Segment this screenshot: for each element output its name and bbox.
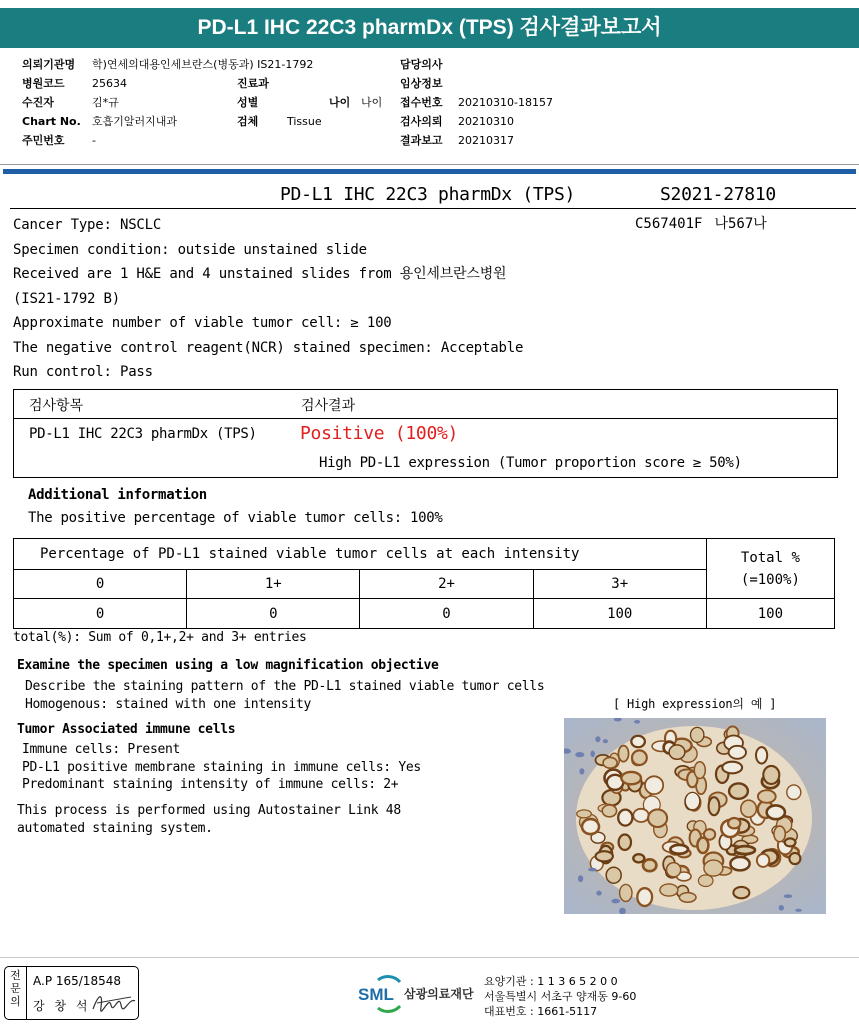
stroma-nucleus (784, 894, 793, 898)
process-line: This process is performed using Autostainer Link 48 (17, 803, 401, 818)
stained-cell (767, 805, 785, 819)
stroma-nucleus (603, 739, 608, 743)
stroma-nucleus (634, 720, 640, 724)
meta-row (400, 74, 553, 93)
meta-row (237, 93, 382, 112)
meta-value: 김*규 (92, 96, 119, 109)
stained-cell (620, 884, 632, 901)
intensity-cell: 2+ (360, 570, 533, 599)
info-line: Specimen condition: outside unstained slide (13, 241, 367, 258)
meta-value: 20210310 (458, 115, 514, 128)
meta-row (237, 112, 382, 131)
stained-cell (709, 797, 720, 815)
tai-line: PD-L1 positive membrane staining in immune cells: Yes (22, 759, 421, 775)
result-box (13, 389, 838, 478)
stained-cell (660, 884, 678, 896)
stroma-nucleus (795, 909, 802, 912)
report-number: S2021-27810 (660, 184, 776, 205)
meta-label: 검체 (237, 115, 259, 128)
process-text (17, 802, 401, 837)
organization-info (484, 974, 636, 1019)
percentage-table (13, 538, 835, 629)
meta-label: 성별 (237, 96, 259, 109)
meta-label: 접수번호 (400, 96, 443, 109)
org-line: 서울특별시 서초구 양재동 9-60 (484, 990, 637, 1003)
meta-label: 담당의사 (400, 58, 443, 71)
stained-cell (670, 845, 688, 854)
meta-label: 주민번호 (22, 134, 65, 147)
meta-label: 임상정보 (400, 77, 443, 90)
info-line: Cancer Type: NSCLC (13, 217, 162, 233)
header-blue-rule (3, 169, 856, 174)
examine-line: Describe the staining pattern of the PD-L1 stained viable tumor cells (25, 679, 545, 694)
org-line: 대표번호 : 1661-5117 (484, 1005, 598, 1018)
meta-label: Chart No. (22, 115, 81, 128)
stained-cell (632, 750, 647, 765)
stained-cell (643, 859, 656, 871)
side-code: C567401F (635, 216, 703, 232)
stained-cell (618, 746, 628, 762)
info-line: Received are 1 H&E and 4 unstained slides from 용인세브란스병원 (13, 266, 507, 282)
stained-cell (619, 835, 631, 850)
test-title: PD-L1 IHC 22C3 pharmDx (TPS) (280, 184, 576, 205)
info-line: Run control: Pass (13, 364, 153, 380)
stained-cell (785, 838, 796, 846)
total-header: Total % (=100%) (706, 539, 834, 599)
total-note: total(%): Sum of 0,1+,2+ and 3+ entries (13, 630, 307, 645)
stained-cell (645, 776, 663, 794)
stained-cell (621, 772, 641, 784)
stained-cell (667, 863, 681, 877)
stroma-nucleus (575, 752, 584, 757)
tai-lines (22, 741, 421, 794)
table-row (14, 599, 835, 629)
stroma-nucleus (578, 875, 583, 882)
tai-line: Predominant staining intensity of immune cells: 2+ (22, 777, 399, 792)
result-col-header: 검사항목 (29, 398, 84, 414)
result-test-name: PD-L1 IHC 22C3 pharmDx (TPS) (29, 426, 257, 442)
meta-label: 병원코드 (22, 77, 65, 90)
side-code: 나567나 (714, 216, 767, 232)
meta-row (22, 131, 313, 150)
meta-value: Tissue (287, 115, 322, 128)
stained-cell (729, 746, 746, 759)
stained-cell (633, 809, 648, 822)
process-line: automated staining system. (17, 820, 213, 836)
header-divider (0, 164, 859, 165)
stained-cell (730, 857, 749, 870)
meta-row-empty (237, 55, 382, 74)
stained-cell (722, 762, 742, 774)
footer-divider (0, 957, 859, 958)
meta-row (237, 74, 382, 93)
tai-line: Immune cells: Present (22, 742, 181, 757)
stained-cell (698, 875, 713, 887)
value-cell: 0 (14, 599, 187, 629)
stroma-nucleus (588, 868, 597, 872)
meta-label: 검사의뢰 (400, 115, 443, 128)
examine-lines (25, 678, 544, 713)
side-char: 문 (10, 982, 21, 995)
svg-text:SML: SML (358, 985, 394, 1004)
info-line: (IS21-1792 B) (13, 290, 120, 307)
signature-name: 강 창 석 (33, 999, 91, 1013)
stained-cell (763, 766, 779, 784)
result-expression: High PD-L1 expression (Tumor proportion score ≥ 50%) (319, 455, 742, 471)
stained-cell (577, 810, 592, 818)
meta-value: - (92, 134, 96, 147)
stained-cell (789, 853, 800, 864)
additional-text: The positive percentage of viable tumor cells: 100% (28, 510, 443, 526)
stained-cell (756, 747, 767, 763)
title-underline (10, 208, 856, 209)
intensity-cell: 0 (14, 570, 187, 599)
stained-cell (697, 838, 708, 853)
stroma-nucleus (595, 736, 600, 742)
org-line: 요양기관 : 1 1 3 6 5 2 0 0 (484, 975, 618, 988)
stained-cell (669, 745, 685, 759)
meta-row (400, 131, 553, 150)
stained-cell (679, 893, 696, 903)
stained-cell (596, 851, 613, 861)
side-codes (635, 213, 767, 233)
intensity-cell: 3+ (533, 570, 706, 599)
stained-cell (774, 826, 785, 842)
value-cell: 100 (533, 599, 706, 629)
meta-label: 수진자 (22, 96, 54, 109)
signature-side-label (5, 967, 27, 1019)
stained-cell (618, 810, 632, 826)
result-col-header: 검사결과 (301, 398, 356, 414)
info-line: The negative control reagent(NCR) stained specimen: Acceptable (13, 339, 524, 356)
high-expression-label: [ High expression의 예 ] (613, 697, 777, 711)
meta-value: 20210310-18157 (458, 96, 553, 109)
stained-cell (729, 783, 748, 798)
meta-row (400, 112, 553, 131)
stained-cell (735, 846, 755, 854)
meta-value: 학)연세의대용인세브란스(병동과) IS21-1792 (92, 58, 314, 71)
value-cell: 0 (187, 599, 360, 629)
side-char: 의 (10, 995, 21, 1008)
meta-row (400, 55, 553, 74)
value-cell: 0 (360, 599, 533, 629)
stained-cell (637, 888, 652, 906)
stained-cell (758, 790, 776, 803)
signature-scrawl (91, 989, 137, 1015)
side-char: 전 (10, 969, 21, 982)
stroma-nucleus (591, 751, 595, 758)
total-cell: 100 (706, 599, 834, 629)
meta-label: 의뢰기관명 (22, 58, 76, 71)
meta-right (400, 55, 553, 150)
stained-cell (741, 800, 757, 817)
intensity-cell: 1+ (187, 570, 360, 599)
stained-cell (787, 785, 801, 800)
signature-box (4, 966, 139, 1020)
micrograph-image (564, 718, 826, 914)
meta-mid (237, 55, 382, 131)
additional-title: Additional information (28, 487, 207, 503)
table-header: Percentage of PD-L1 stained viable tumor cells at each intensity (14, 539, 707, 570)
stroma-nucleus (779, 905, 784, 911)
stained-cell (603, 757, 617, 768)
stained-cell (757, 854, 769, 867)
age-value: 나이 (361, 96, 383, 109)
tai-title: Tumor Associated immune cells (17, 722, 236, 737)
stained-cell (691, 727, 704, 742)
meta-label: 결과보고 (400, 134, 443, 147)
stained-cell (733, 887, 749, 898)
examine-line: Homogenous: stained with one intensity (25, 696, 312, 712)
stained-cell (633, 854, 644, 862)
meta-row (400, 93, 553, 112)
result-positive: Positive (100%) (300, 423, 459, 444)
stained-cell (685, 792, 700, 809)
report-title: PD-L1 IHC 22C3 pharmDx (TPS) 검사결과보고서 (0, 8, 859, 48)
stained-cell (728, 818, 740, 828)
specimen-info (13, 213, 523, 385)
stroma-nucleus (579, 768, 584, 774)
meta-value: 호흡기알러지내과 (92, 115, 178, 128)
meta-value: 25634 (92, 77, 127, 90)
examine-title: Examine the specimen using a low magnification objective (17, 658, 439, 673)
meta-label: 진료과 (237, 77, 269, 90)
age-label: 나이 (329, 96, 351, 109)
stained-cell (582, 819, 599, 834)
table-row (14, 539, 835, 570)
result-header-divider (14, 418, 837, 419)
stroma-nucleus (611, 899, 620, 904)
stained-cell (704, 860, 723, 876)
info-line: Approximate number of viable tumor cell: ≥ 100 (13, 315, 392, 331)
stained-cell (631, 736, 645, 747)
stained-cell (602, 805, 616, 817)
logo-name: 삼광의료재단 (404, 987, 474, 1001)
stained-cell (606, 867, 621, 883)
stained-cell (648, 809, 667, 827)
stroma-nucleus (596, 891, 601, 896)
signature-ap: A.P 165/18548 (33, 974, 121, 988)
stained-cell (694, 762, 705, 779)
meta-value: 20210317 (458, 134, 514, 147)
